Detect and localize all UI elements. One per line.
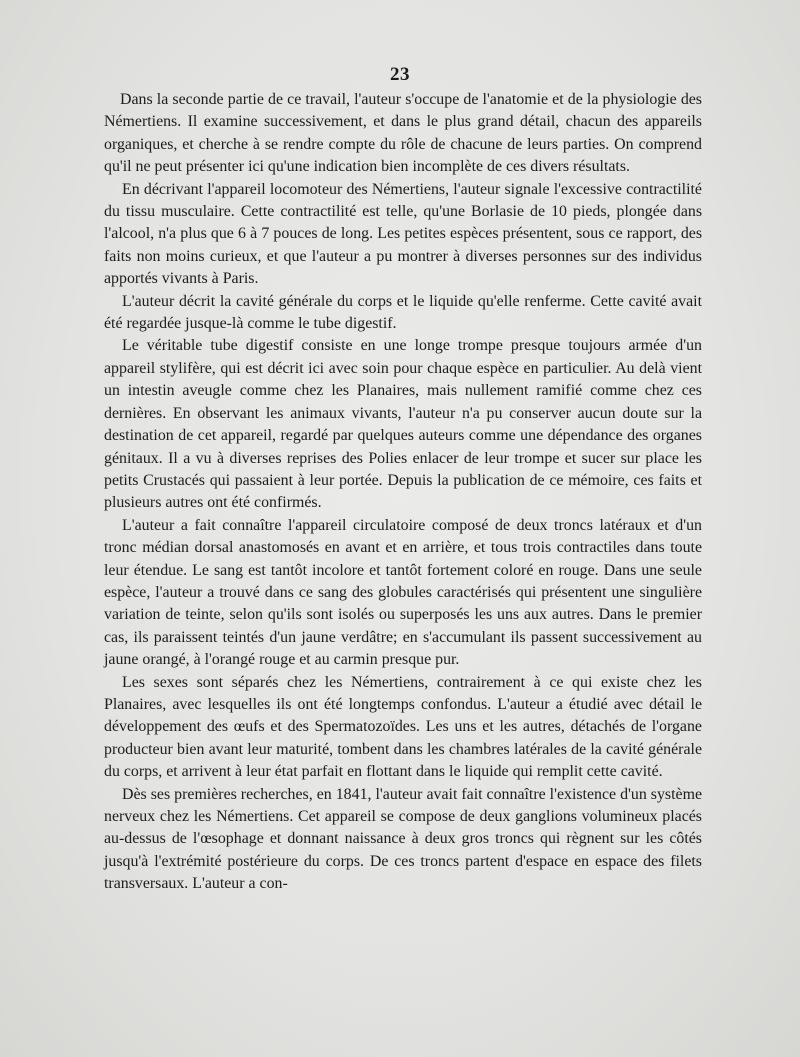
paragraph-digestive-tube: Le véritable tube digestif consiste en une longe trompe presque toujours armée d'un appareil stylifère, qui est décrit ici avec soin pour chaque espèce en particulier. Au delà vient un intestin aveugle comme chez les Planaires, mais nullement ramifié comme chez ces dernières. En observant les animaux vivants, l'auteur n'a pu conserver aucun doute sur la destination de cet appareil, regardé par quelques auteurs comme une dépendance des organes génitaux. Il a vu à diverses reprises des Polies enlacer de leur trompe et sucer sur place les petits Crustacés qui passaient à leur portée. Depuis la publication de ce mémoire, ces faits et plusieurs autres ont été confirmés.: [104, 337, 702, 512]
paragraph-sexes: Les sexes sont séparés chez les Némertiens, contrairement à ce qui existe chez les Planaires, avec lesquelles ils ont été longtemps confondus. L'auteur a étudié avec détail le développement des œufs et des Spermatozoïdes. Les uns et les autres, détachés de l'organe producteur bien avant leur maturité, tombent dans les chambres latérales de la cavité générale du corps, et arrivent à leur état parfait en flottant dans le liquide qui remplit cette cavité.: [104, 673, 702, 781]
page-number: 23: [390, 64, 410, 85]
paragraph-body-cavity: L'auteur décrit la cavité générale du corps et le liquide qu'elle renferme. Cette cavité avait été regardée jusque-là comme le tube digestif.: [104, 292, 702, 333]
paragraph-nervous-system: Dès ses premières recherches, en 1841, l'auteur avait fait connaître l'existence d'un système nerveux chez les Némertiens. Cet appareil se compose de deux ganglions volumineux placés au-dessus de l'œsophage et donnant naissance à deux gros troncs qui règnent sur les côtés jusqu'à l'extrémité postérieure du corps. De ces troncs partent d'espace en espace des filets transversaux. L'auteur a con-: [104, 785, 702, 893]
paragraph-anatomy-intro: Dans la seconde partie de ce travail, l'auteur s'occupe de l'anatomie et de la physiologie des Némertiens. Il examine successivement, et dans le plus grand détail, chacun des appareils organiques, et cherche à se rendre compte du rôle de chacune de leurs parties. On comprend qu'il ne peut présenter ici qu'une indication bien incomplète de ces divers résultats.: [104, 91, 702, 176]
paragraph-circulatory: L'auteur a fait connaître l'appareil circulatoire composé de deux troncs latéraux et d'un tronc médian dorsal anastomosés en avant et en arrière, et tous trois contractiles dans toute leur étendue. Le sang est tantôt incolore et tantôt fortement coloré en rouge. Dans une seule espèce, l'auteur a trouvé dans ce sang des globules caractérisés qui présentent une singulière variation de teinte, selon qu'ils sont isolés ou superposés les uns aux autres. Dans le premier cas, ils paraissent teintés d'un jaune verdâtre; en s'accumulant ils passent successivement au jaune orangé, à l'orangé rouge et au carmin presque pur.: [104, 516, 702, 669]
paragraph-locomotor: En décrivant l'appareil locomoteur des Némertiens, l'auteur signale l'excessive contractilité du tissu musculaire. Cette contractilité est telle, qu'une Borlasie de 10 pieds, plongée dans l'alcool, n'a plus que 6 à 7 pouces de long. Les petites espèces présentent, sous ce rapport, des faits non moins curieux, et que l'auteur a pu montrer à diverses personnes sur des individus apportés vivants à Paris.: [104, 180, 702, 288]
body-text: [104, 89, 702, 896]
